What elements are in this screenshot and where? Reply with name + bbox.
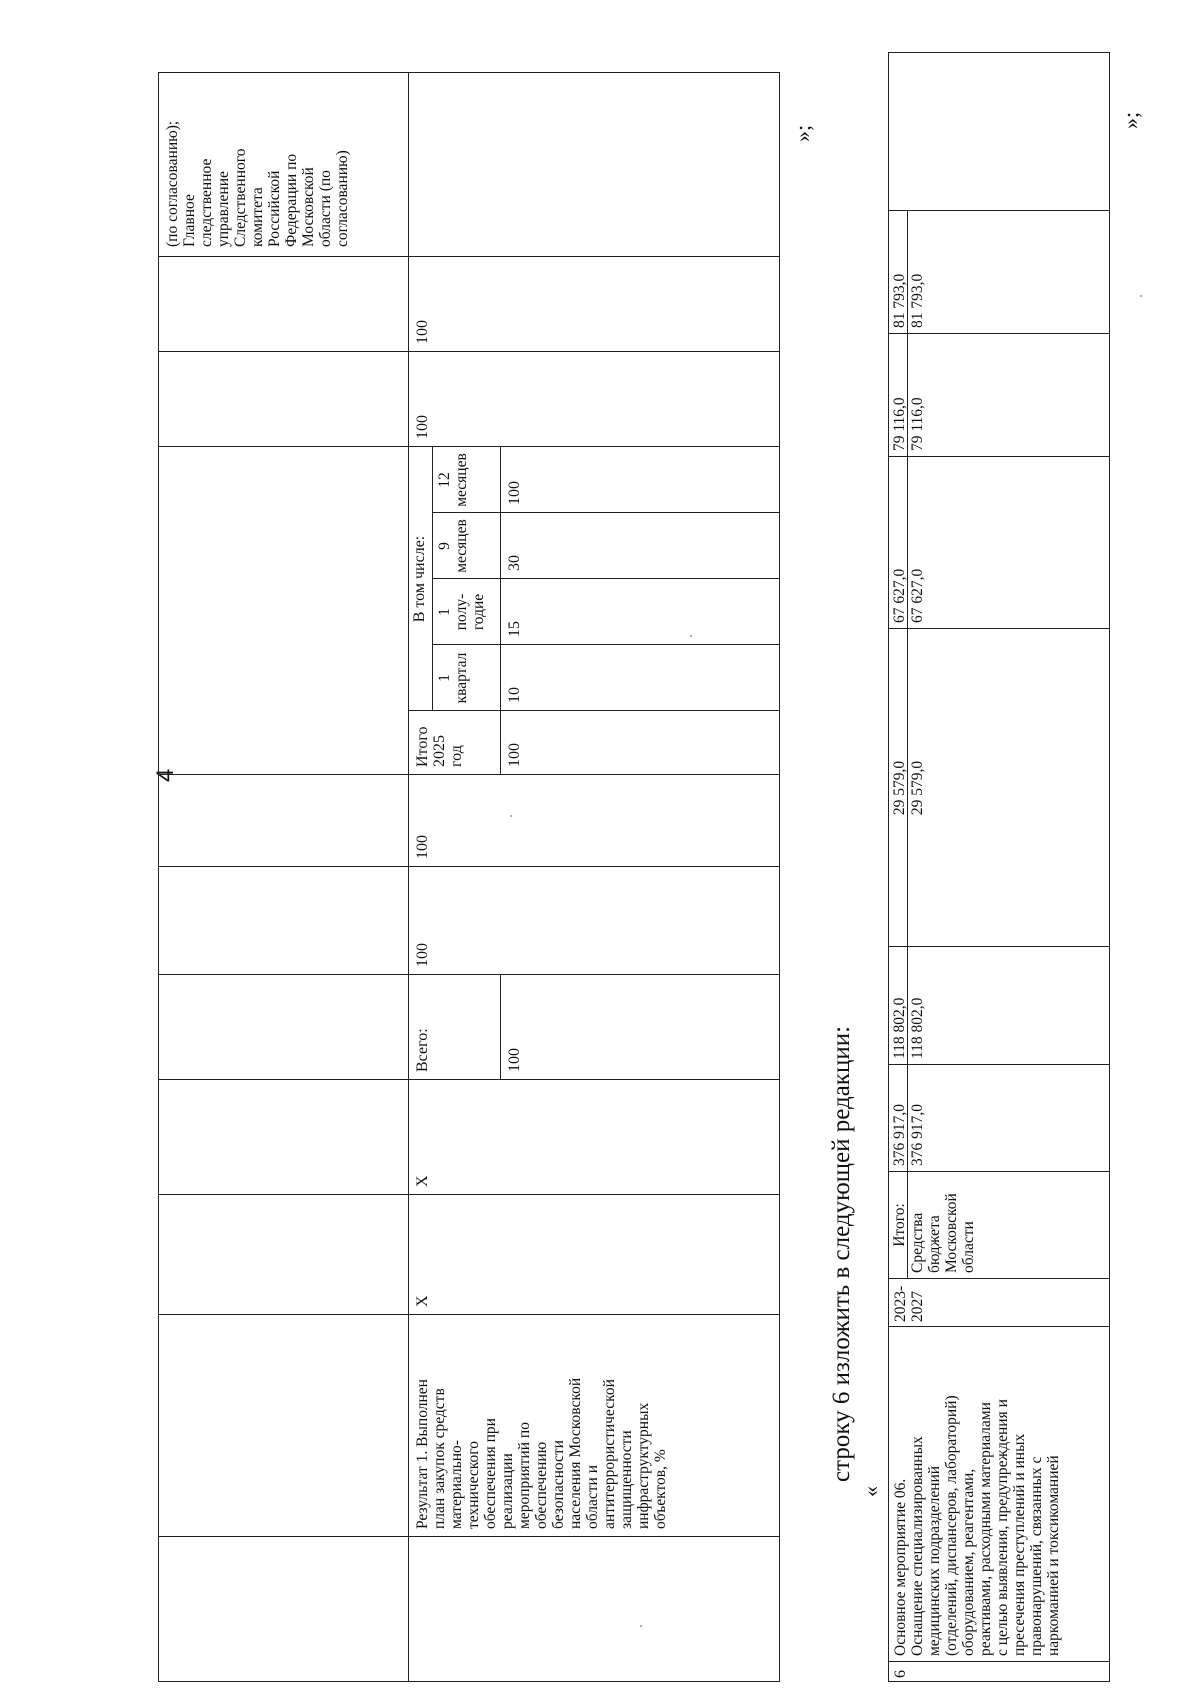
amount-r1-2025: 67 627,0 [891,568,908,623]
amount-r2-2027: 81 793,0 [909,273,926,328]
row-number: 6 [892,1670,909,1678]
scan-speck [690,635,692,637]
scan-speck [510,815,512,817]
value-2024: 100 [414,835,431,859]
x-mark-1: X [414,1295,431,1307]
itogo-2025-value: 100 [506,743,523,767]
amount-r2-2026: 79 116,0 [909,397,926,451]
total-label: Всего: [414,1028,431,1072]
source-total-label: Итого: [891,1203,908,1247]
value-2026: 100 [414,415,431,439]
amount-r2-2024: 29 579,0 [909,760,926,816]
amount-r2-2023: 118 802,0 [909,997,926,1059]
period-cell: 2023- 2027 [892,1285,926,1322]
m12-value: 100 [506,481,523,505]
authority-cell: (по согласованию); Главное следственное управление Следственного комитета Российской Федерации по Московской области (по согласованию) [164,120,351,247]
amount-r1-2024: 29 579,0 [891,760,908,816]
page-number: 4 [152,768,179,782]
m9-label: 9 месяцев [436,519,470,573]
amount-r1-2026: 79 116,0 [891,397,908,451]
amount-r2-2025: 67 627,0 [909,568,926,623]
top-table-closing-mark: »; [790,124,815,142]
h1-label: 1 полу- годие [436,593,487,631]
scan-speck [640,1625,642,1627]
result-name-cell: Результат 1. Выполнен план закупок средств материально- технического обеспечения при реализации мероприятий по обеспечению безопасности населения Московской области и антитеррористической защищенности инфраструктурных объектов, % [414,1377,669,1529]
top-table-divider [408,72,409,1682]
amount-r1-2023: 118 802,0 [891,997,908,1059]
itogo-2025-label: Итого 2025 год [414,726,465,767]
bottom-table-closing-mark: »; [1118,111,1143,129]
h1-value: 15 [506,621,523,637]
scan-speck [1140,295,1142,297]
including-label: В том числе: [411,535,428,623]
m12-label: 12 месяцев [436,453,470,507]
m9-value: 30 [506,555,523,571]
measure-cell: Основное мероприятие 06. Оснащение специализированных медицинских подразделений (отделений, диспансеров, лабораторий) оборудованием, реагентами, реактивами, расходными материалами с целью выявления, предупреждения и пресечения преступлений и иных правонарушений, связанных с наркоманией и токсикоманией [892,1395,1062,1656]
open-quote: « [858,1486,883,1497]
amount-r1-2027: 81 793,0 [891,273,908,328]
x-mark-2: X [414,1175,431,1187]
q1-label: 1 квартал [436,652,470,704]
amount-r2-total: 376 917,0 [909,1104,926,1166]
lead-text: строку 6 изложить в следующей редакции: [828,1025,855,1482]
q1-value: 10 [506,687,523,703]
total-value: 100 [506,1048,523,1072]
value-2027: 100 [414,320,431,344]
amount-r1-total: 376 917,0 [891,1104,908,1166]
value-2023: 100 [414,943,431,967]
source-budget-label: Средства бюджета Московской области [909,1193,977,1273]
